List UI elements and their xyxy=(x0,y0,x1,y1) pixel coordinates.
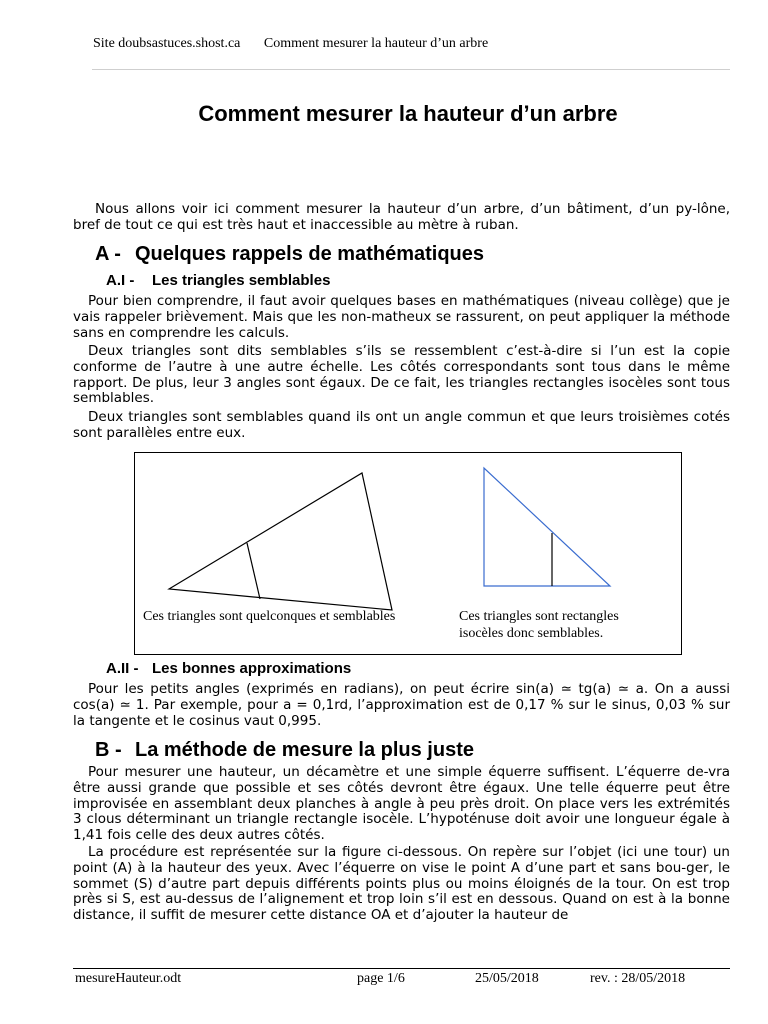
section-a2-title: Les bonnes approximations xyxy=(152,660,352,677)
section-b-heading xyxy=(95,739,474,762)
header-site: Site doubsastuces.shost.ca xyxy=(93,36,241,51)
header-divider xyxy=(92,69,730,70)
scalene-parallel-line xyxy=(247,543,260,599)
intro-paragraph: Nous allons voir ici comment mesurer la hauteur d’un arbre, d’un bâtiment, d’un py-lône, bref de tout ce qui est très haut et inaccessible au mètre à ruban. xyxy=(73,201,730,233)
section-a2-heading xyxy=(106,660,351,677)
paragraph-b-2: La procédure est représentée sur la figure ci-dessous. On repère sur l’objet (ici une tour) un point (A) à la hauteur des yeux. Avec l’équerre on vise le point A d’une part et sans bou-ger, le sommet (S) d’autre part depuis différents points plus ou moins éloignés de la tour. On est trop près si S, est au-dessus de l’alignement et trop loin s’il est en dessous. Quand on est à la bonne distance, il suffit de mesurer cette distance OA et d’ajouter la hauteur de xyxy=(73,844,730,924)
footer-filename: mesureHauteur.odt xyxy=(75,971,182,986)
footer-revision: rev. : 28/05/2018 xyxy=(590,971,686,986)
section-a1-title: Les triangles semblables xyxy=(152,272,331,289)
section-a1-heading xyxy=(106,272,330,289)
section-b-title: La méthode de mesure la plus juste xyxy=(135,739,474,761)
section-a-heading xyxy=(95,243,484,266)
paragraph-b-1: Pour mesurer une hauteur, un décamètre et une simple équerre suffisent. L’équerre de-vra être aussi grande que possible et ses côtés devront être égaux. Une telle équerre peut être improvisée en assemblant deux planches à angle à peu près droit. On place vers les extrémités 3 clous déterminant un triangle rectangle isocèle. L’hypoténuse doit avoir une longueur égale à 1,41 fois celle des deux autres côtés. xyxy=(73,764,730,844)
paragraph-a1-1: Pour bien comprendre, il faut avoir quelques bases en mathématiques (niveau collège) que je vais rappeler brièvement. Mais que les non-matheux se rassurent, on peut appliquer la méthode sans en comprendre les calculs. xyxy=(73,293,730,341)
document-title: Comment mesurer la hauteur d’un arbre xyxy=(198,101,618,126)
caption-right-line-1: Ces triangles sont rectangles xyxy=(459,609,619,624)
section-a1-number: A.I - xyxy=(106,272,135,289)
scalene-triangle xyxy=(169,473,392,610)
caption-left: Ces triangles sont quelconques et semblables xyxy=(143,609,396,624)
section-a2-number: A.II - xyxy=(106,660,139,677)
section-b-number: B - xyxy=(95,739,122,761)
footer-date: 25/05/2018 xyxy=(475,971,539,986)
page-header xyxy=(93,36,508,52)
paragraph-a1-3: Deux triangles sont semblables quand ils ont un angle commun et que leurs troisièmes cotés sont parallèles entre eux. xyxy=(73,409,730,441)
right-isosceles-triangle xyxy=(484,468,610,586)
caption-right-line-2: isocèles donc semblables. xyxy=(459,626,604,641)
similar-triangles-figure xyxy=(134,452,682,655)
footer-divider xyxy=(73,968,730,969)
footer-page: page 1/6 xyxy=(357,971,405,986)
paragraph-a1-2: Deux triangles sont dits semblables s’ils se ressemblent c’est-à-dire si l’un est la copie conforme de l’autre à une autre échelle. Les côtés correspondants sont tous dans le même rapport. De plus, leur 3 angles sont égaux. De ce fait, les triangles rectangles isocèles sont tous semblables. xyxy=(73,343,730,407)
section-a-number: A - xyxy=(95,243,121,265)
header-title: Comment mesurer la hauteur d’un arbre xyxy=(263,36,489,51)
paragraph-a2-1: Pour les petits angles (exprimés en radians), on peut écrire sin(a) ≃ tg(a) ≃ a. On a aussi cos(a) ≃ 1. Par exemple, pour a = 0,1rd, l’approximation est de 0,17 % sur le sinus, 0,03 % sur la tangente et le cosinus vaut 0,995. xyxy=(73,681,730,729)
section-a-title: Quelques rappels de mathématiques xyxy=(135,243,484,265)
